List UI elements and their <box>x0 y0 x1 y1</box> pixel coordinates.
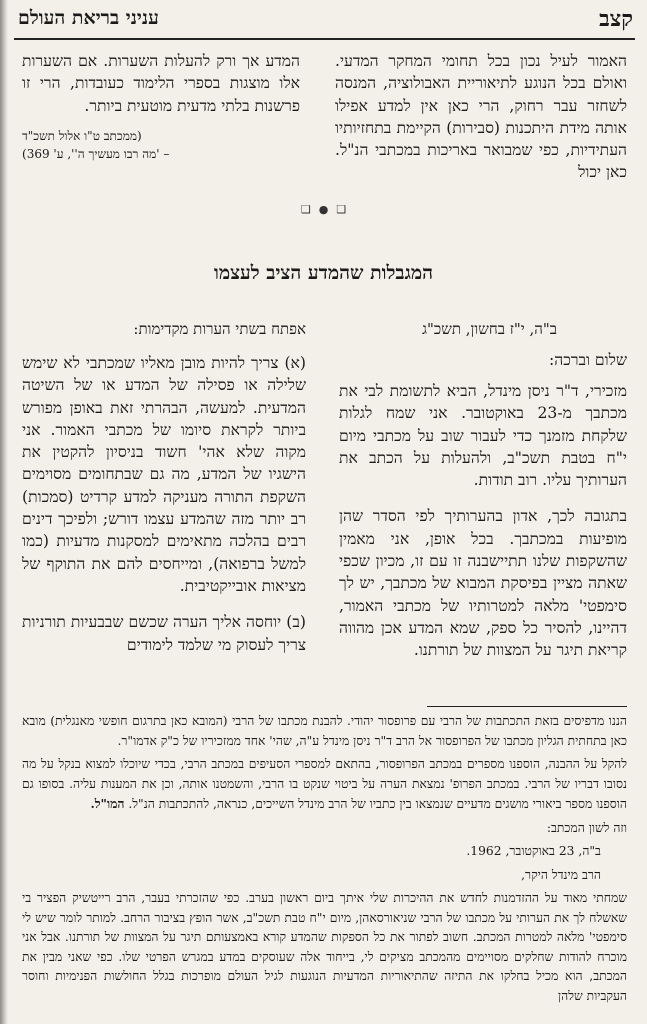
citation-line-1: (ממכתב ט"ו אלול תשכ"ד <box>22 128 142 143</box>
running-header <box>14 4 635 40</box>
divider-square-left: ❑ <box>300 203 311 216</box>
footnote-2-text: להקל על ההבנה, הוספנו מספרים במכתב הפרופסור, בהתאם למספרי הסעיפים במכתב הרבי, בכדי שיוכלו למצוא בנקל על מה נסובו דבריו של הרבי. במכתב הפרופ' נמצאת הערה על ביטוי שנקט בו הרבי, והשמטנו אותה, וכן את המענות עליה. בסופו גם הוספנו מספר ביאורי מושגים מדעיים שנמצאו בין כתביו של הרב מינדל השייכים, כנראה, להתכתבות הנ"ל. <box>22 757 627 811</box>
letter-quote-intro: וזה לשון המכתב: <box>546 820 627 835</box>
left-paragraph-a: (א) צריך להיות מובן מאליו שמכתבי לא שימש שלילה או פסילה של המדע או של השיטה המדעית. למעשה, הבהרתי זאת באופן מפורש ביותר לקראת סיומו של מכתבי האמור. אני מקוה שלא אהי' חשוד בניסיון להקטין את הישגיו של המדע, מה גם שבתחומים מסוימים השקפת התורה מעניקה למדע קרדיט (סמכות) רב יותר מזה שהמדע עצמו דורש; ולפיכך דינים רבים בהלכה מתאימים למסקנות מדעיות (כמו למשל ברפואה), ומייחסים להם את התוקף של מציאות אובייקטיבית. <box>22 354 306 595</box>
top-left-column <box>22 50 300 163</box>
section-divider <box>0 203 647 216</box>
quoted-letter-body: שמחתי מאוד על ההזדמנות לחדש את ההיכרות שלי איתך ביום ראשון בערב. כפי שהזכרתי בעבר, הרב רייטשיק הפציר בי שאשלח לך את הערותי על מכתבו של הרבי שניאורסאהן, מיום י"ח טבת תשכ"ב, אשר הופץ בציבור הרחב. למותר לומר שיש לי סימפטי' מלאה למטרות המכתב. חשוב לפתור את כל הספקות שהמדע קורא באמצעותם תיגר על המצוות של תורתנו. אבל אני מוכרח להודות שחלקים מסויימים מהמכתב מציקים לי, בייחוד אלה שעוסקים במדע במגרש הפרטי שלו. כפי שאני מבין את המכתב, הוא מכיל בחלקו את התיזה שהתיאוריות המדעיות הנוגעות לגיל העולם מופרכות בגלל החולשות הפנימיות וחוסר העקביות שלהן <box>22 891 627 1003</box>
footnotes <box>22 712 627 1010</box>
right-paragraph-2: בתגובה לכך, אדון בהערותיך לפי הסדר שהן מופיעות במכתבך. בכל אופן, אני מאמין שהשקפות שלנו תתיישבנה זו עם זו, מכיון שכפי שאתה מציין בפיסקת המבוא של מכתבך, יש לך סימפטי' מלאה למטרותיו של מכתבי האמור, דהיינו, להסיר כל ספק, שמא המדע אכן מהווה קריאת תיגר על המצוות של תורתנו. <box>339 507 627 660</box>
page-binding-shadow <box>0 0 8 1024</box>
divider-square-right: ❑ <box>336 203 347 216</box>
page-number: קצב <box>599 6 633 32</box>
footnote-2 <box>22 755 627 815</box>
top-left-paragraph: המדע אך ורק להעלות השערות. אם השערות אלו מוצגות בספרי הלימוד כעובדות, הרי זו פרשנות בלתי מדעית מוטעית ביותר. <box>22 52 300 115</box>
top-right-column <box>335 50 627 184</box>
quoted-letter-date: ב"ה, 23 באוקטובר, 1962. <box>466 844 601 858</box>
running-title: עניני בריאת העולם <box>18 7 159 29</box>
publisher-tag: המו"ל. <box>90 796 125 811</box>
left-paragraph-b: (ב) יוחסה אליך הערה שכשם שבבעיות תורניות צריך לעסוק מי שלמד לימודים <box>22 613 306 654</box>
letter-date: ב"ה, י"ז בחשון, תשכ"ג <box>422 320 557 338</box>
main-right-column <box>339 318 627 676</box>
section-title: המגבלות שהמדע הציב לעצמו <box>213 262 434 284</box>
quoted-letter-salutation: הרב מינדל היקר, <box>521 867 601 882</box>
left-intro-line: אפתח בשתי הערות מקדימות: <box>133 320 306 338</box>
source-citation <box>22 127 300 163</box>
divider-dot: ● <box>318 203 329 216</box>
footnote-1: הננו מדפיסים בזאת התכתבות של הרבי עם פרופסור יהודי. להבנת מכתבו של הרבי (המובא כאן בתרגום חופשי מאנגלית) מובא כאן בתחתית הגליון מכתבו של הפרופסור אל הרב ד"ר ניסן מינדל ע"ה, שהי' אחד ממזכיריו של כ"ק אדמו"ר. <box>22 714 627 748</box>
footnote-rule <box>427 706 627 707</box>
top-right-paragraph: האמור לעיל נכון בכל תחומי המחקר המדעי. ואולם בכל הנוגע לתיאוריית האבולוציה, המנסה לשחזר עבר רחוק, הרי כאן אין למדע אפילו אותה מידת היתכנות (סבירות) הקיימת בתחזיותיו העתידיות, כפי שמבואר באריכות במכתבי הנ"ל. כאן יכול <box>335 52 627 182</box>
citation-line-2: – 'מה רבו מעשיך ה'', ע' 369) <box>22 146 170 161</box>
right-paragraph-1: מזכירי, ד"ר ניסן מינדל, הביא לתשומת לבי את מכתבך מ-23 באוקטובר. אני שמח לגלות שלקחת מזמנך כדי לעבור שוב על מכתבי מיום י"ח בטבת תשכ"ב, ולהעלות על הכתב את הערותיך עליו. רוב תודות. <box>339 382 627 490</box>
main-left-column <box>22 318 306 670</box>
letter-greeting: שלום וברכה: <box>548 351 627 369</box>
